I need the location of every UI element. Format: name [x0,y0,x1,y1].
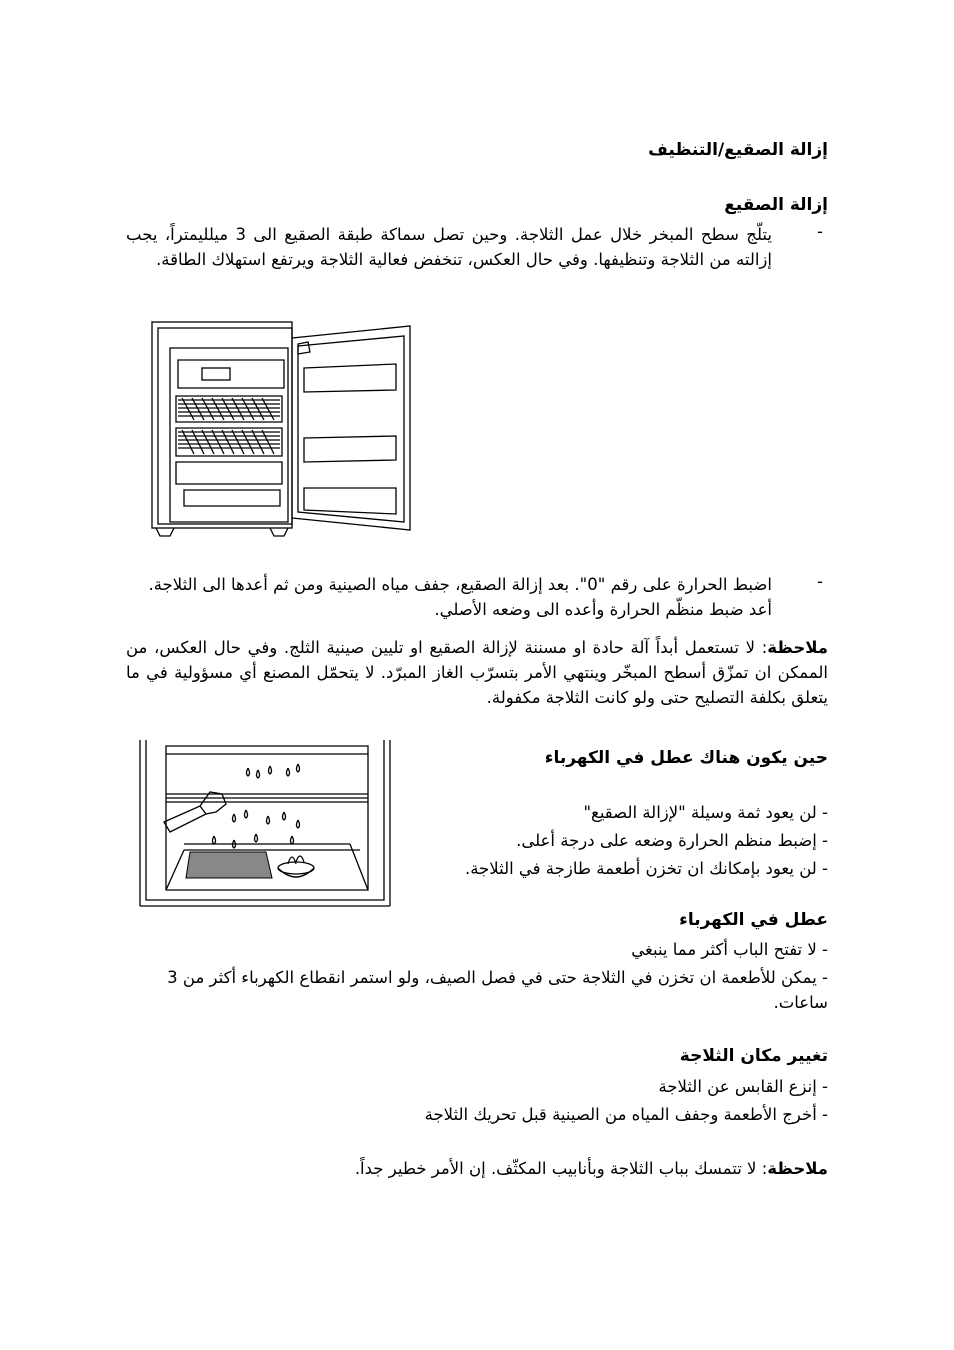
outage-heading: عطل في الكهرباء [679,910,828,930]
relocate-heading: تغيير مكان الثلاجة [679,1046,828,1066]
outage-while-item-1: - لن يعود ثمة وسيلة "لإزالة الصقيع" [583,803,828,822]
note-label: ملاحظة [767,638,828,657]
note-text: : لا تتمسك بباب الثلاجة وبأنابيب المكثّف. إن الأمر خطير جداً. [354,1159,768,1178]
defrost-bullet-1-text: يتلّج سطح المبخر خلال عمل الثلاجة. وحين تصل سماكة طبقة الصقيع الى 3 ميلليمتراً، يجب إزالته من الثلاجة وتنظيفها. وفي حال العكس، تنخفض فعالية الثلاجة ويرتفع استهلاك الطاقة. [126,225,772,269]
defrost-bullet-2-text: اضبط الحرارة على رقم "0". بعد إزالة الصقيع، جفف مياه الصينية ومن ثم أعدها الى الثلاجة. أعد ضبط منظّم الحرارة وأعده الى وضعه الأصلي. [148,575,772,619]
bullet-dash: - [817,222,823,241]
outage-while-item-2: - إضبط منظم الحرارة وضعه على درجة أعلى. [516,831,828,850]
note-label: ملاحظة [767,1159,828,1178]
outage-while-heading: حين يكون هناك عطل في الكهرباء [544,748,828,768]
note-text: : لا تستعمل أبداً آلة حادة او مسننة لإزالة الصقيع او تليين صينية الثلج. وفي حال العكس، من الممكن ان تمزّق أسطح المبخّر وينتهي الأمر بتسرّب الغاز المبرّد. لا يتحمّل المصنع أي مسؤولية في ما يتعلق بكلفة التصليح حتى ولو كانت الثلاجة مكفولة. [126,638,828,707]
fridge-open-door-illustration [148,318,418,540]
outage-while-item-3: - لن يعود بإمكانك ان تخزن أطعمة طازجة في الثلاجة. [464,859,828,878]
defrosting-freezer-illustration [138,740,394,908]
relocate-note [355,1156,828,1181]
defrost-heading: إزالة الصقيع [724,195,828,215]
relocate-item-1: - إنزع القابس عن الثلاجة [658,1077,828,1096]
outage-item-2: - يمكن للأطعمة ان تخزن في الثلاجة حتى في فصل الصيف، ولو استمر انقطاع الكهرباء أكثر من 3 ساعات. [167,968,828,1012]
relocate-item-2: - أخرج الأطعمة وجفف المياه من الصينية قبل تحريك الثلاجة [424,1105,828,1124]
outage-item-1: - لا تفتح الباب أكثر مما ينبغي [631,940,828,959]
defrost-bullet-1 [126,222,828,272]
bullet-dash: - [817,572,823,591]
section-title: إزالة الصقيع/التنظيف [648,140,828,160]
defrost-note [126,635,828,710]
